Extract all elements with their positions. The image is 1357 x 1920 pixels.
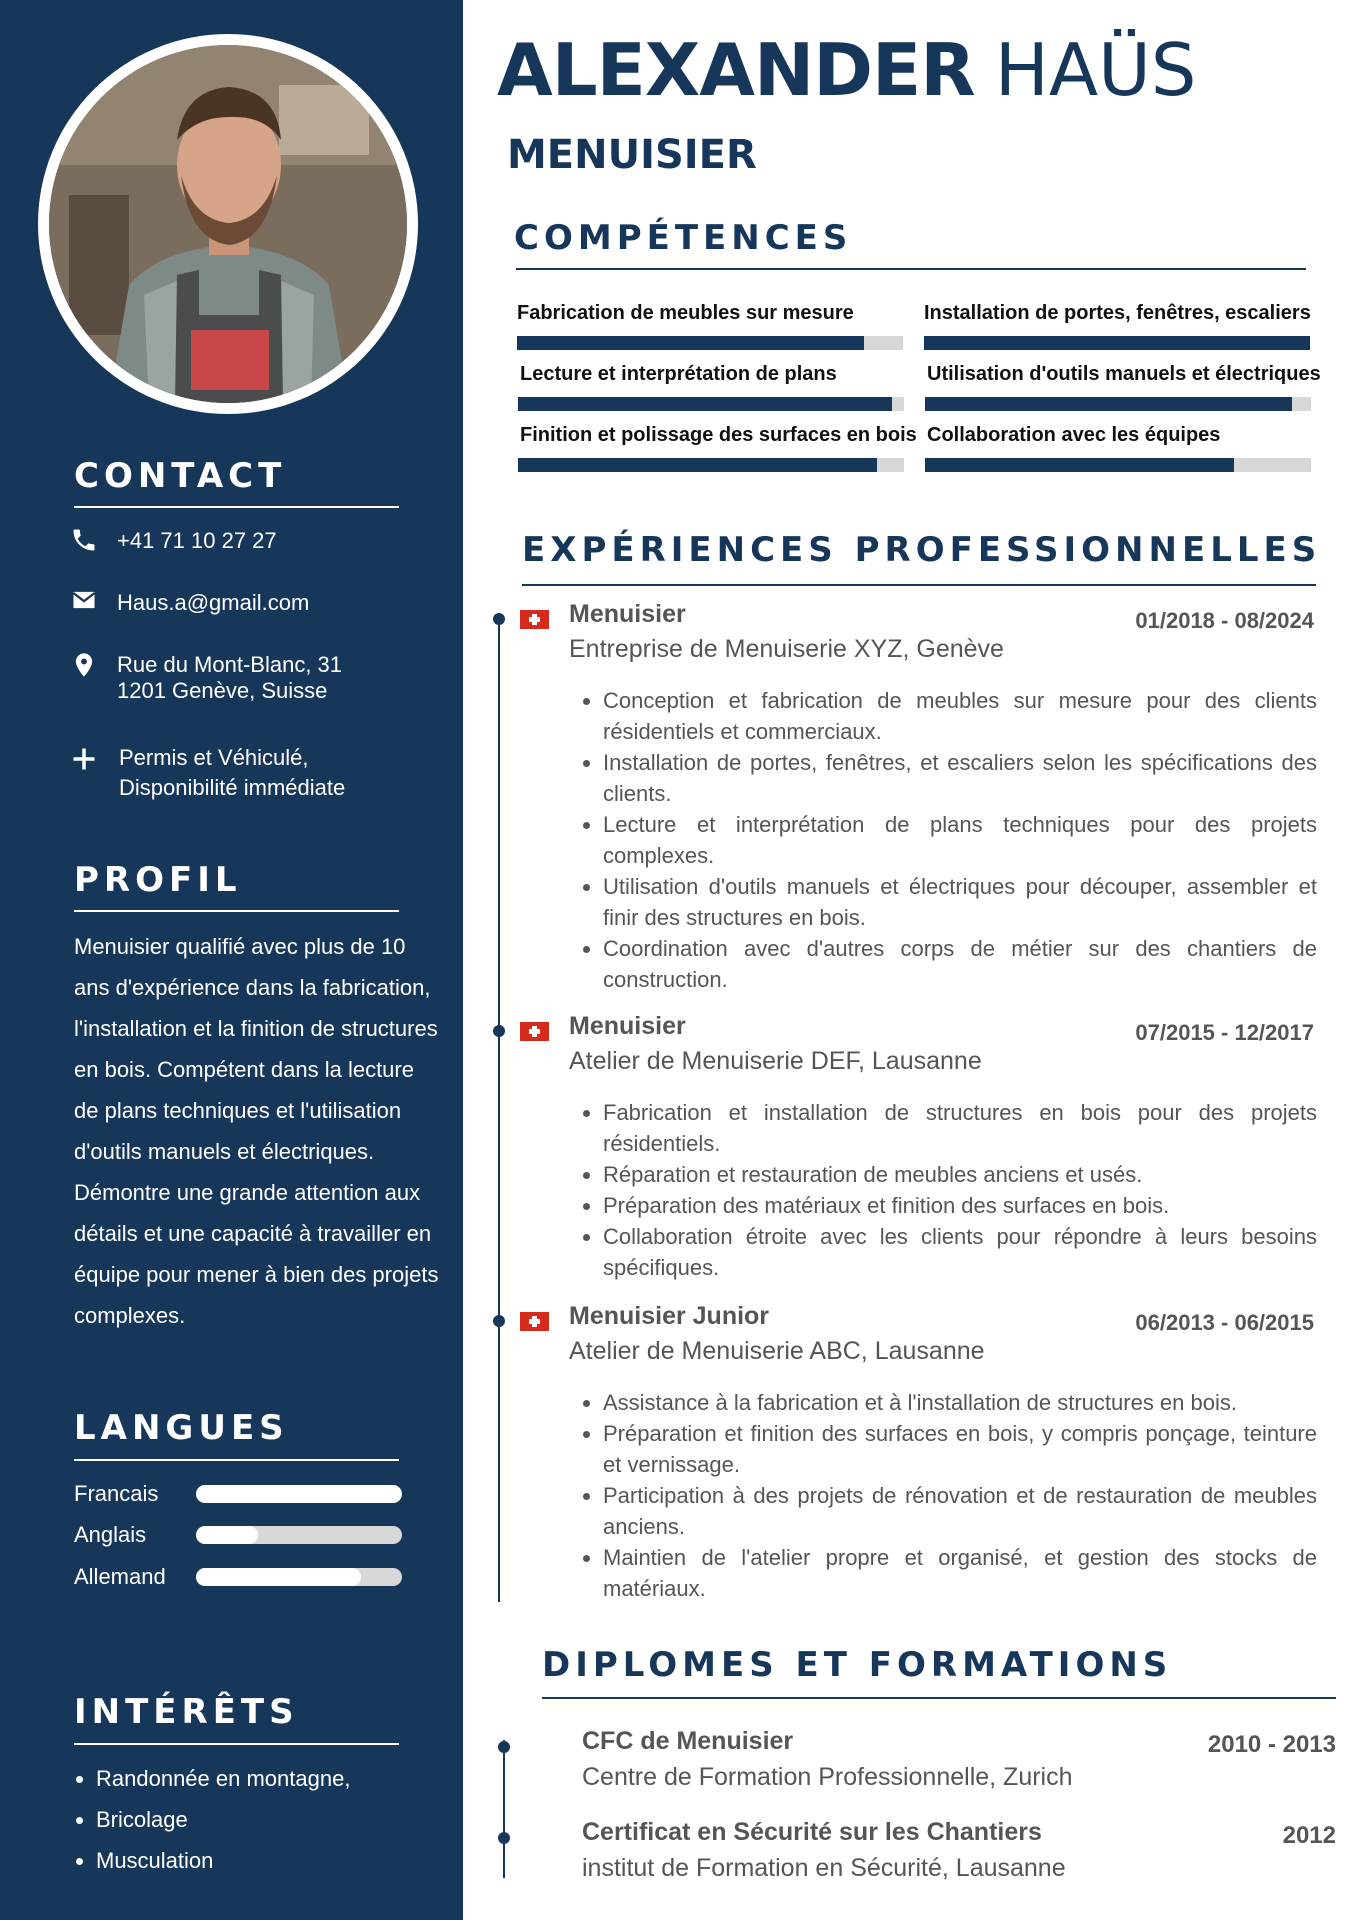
job-company: Entreprise de Menuiserie XYZ, Genève xyxy=(569,635,1004,663)
plus-icon xyxy=(70,745,98,773)
skill-level-bar xyxy=(518,397,904,411)
job-bullet-item: • Fabrication et installation de structures en bois pour des projets résidentiels. xyxy=(603,1097,1317,1159)
job-bullet-item: • Maintien de l'atelier propre et organisé, et gestion des stocks de matériaux. xyxy=(603,1542,1317,1604)
languages-divider xyxy=(74,1459,399,1461)
skill-label: Lecture et interprétation de plans xyxy=(520,363,837,385)
profile-title: PROFIL xyxy=(74,860,242,900)
interests-divider xyxy=(74,1743,399,1745)
interests-title: INTÉRÊTS xyxy=(74,1692,299,1732)
timeline-dot xyxy=(493,613,505,625)
timeline-dot xyxy=(493,1315,505,1327)
contact-email[interactable]: Haus.a@gmail.com xyxy=(117,590,310,615)
language-label: Francais xyxy=(74,1481,159,1506)
swiss-flag-icon xyxy=(520,1312,549,1331)
swiss-flag-icon xyxy=(520,1022,549,1041)
job-bullet-item: • Conception et fabrication de meubles sur mesure pour des clients résidentiels et commerciaux. xyxy=(603,685,1317,747)
skill-level-fill xyxy=(924,336,1310,350)
experience-timeline xyxy=(498,618,500,1602)
contact-address-line1: Rue du Mont-Blanc, 31 xyxy=(117,652,343,677)
profile-text: Menuisier qualifié avec plus de 10 ans d'expérience dans la fabrication, l'installation et la finition de structures en bois. Compétent dans la lecture de plans techniques et l'utilisation d'outils manuels et électriques. Démontre une grande attention aux détails et une capacité à travailler en équipe pour mener à bien des projets complexes. xyxy=(74,934,439,1328)
skills-title: COMPÉTENCES xyxy=(514,218,853,258)
education-title: DIPLOMES ET FORMATIONS xyxy=(542,1645,1173,1685)
language-level-bar xyxy=(196,1526,402,1544)
skill-label: Collaboration avec les équipes xyxy=(927,424,1221,446)
education-dates: 2010 - 2013 xyxy=(1207,1731,1336,1758)
contact-divider xyxy=(74,506,399,508)
contact-extra-line1: Permis et Véhiculé, xyxy=(119,745,309,770)
skill-label: Installation de portes, fenêtres, escaliers xyxy=(924,302,1311,324)
timeline-dot xyxy=(498,1741,510,1753)
job-bullets xyxy=(569,1097,1317,1283)
job-dates: 06/2013 - 06/2015 xyxy=(1135,1310,1314,1335)
education-timeline xyxy=(503,1740,505,1878)
experience-divider xyxy=(522,584,1316,586)
skill-level-bar xyxy=(517,336,903,350)
language-level-bar xyxy=(196,1568,402,1586)
job-title: Menuisier xyxy=(569,1012,686,1040)
interest-item: • Bricolage xyxy=(96,1799,436,1840)
interests-list xyxy=(96,1758,436,1881)
job-bullet-item: • Installation de portes, fenêtres, et escaliers selon les spécifications des clients. xyxy=(603,747,1317,809)
job-bullet-item: • Réparation et restauration de meubles anciens et usés. xyxy=(603,1159,1317,1190)
photo-illustration xyxy=(49,45,407,403)
skills-divider xyxy=(516,268,1306,270)
job-bullets xyxy=(569,685,1317,995)
job-bullet-item: • Collaboration étroite avec les clients pour répondre à leurs besoins spécifiques. xyxy=(603,1221,1317,1283)
skill-level-fill xyxy=(518,458,877,472)
skill-label: Finition et polissage des surfaces en bois xyxy=(520,424,917,446)
education-dates: 2012 xyxy=(1282,1822,1336,1849)
language-level-bar xyxy=(196,1485,402,1503)
education-divider xyxy=(542,1697,1336,1699)
job-bullet-item: • Assistance à la fabrication et à l'installation de structures en bois. xyxy=(603,1387,1317,1418)
job-bullet-item: • Participation à des projets de rénovation et de restauration de meubles anciens. xyxy=(603,1480,1317,1542)
first-name: ALEXANDER xyxy=(497,28,975,112)
job-bullet-item: • Utilisation d'outils manuels et électriques pour découper, assembler et finir des structures en bois. xyxy=(603,871,1317,933)
last-name: HAÜS xyxy=(994,28,1197,112)
skill-level-bar xyxy=(925,458,1311,472)
profile-photo xyxy=(38,34,418,414)
skill-label: Utilisation d'outils manuels et électriques xyxy=(927,363,1321,385)
email-icon xyxy=(70,586,98,614)
skill-level-bar xyxy=(924,336,1310,350)
job-title: Menuisier xyxy=(569,600,686,628)
language-label: Anglais xyxy=(74,1522,147,1547)
full-name xyxy=(497,30,1196,111)
language-level-fill xyxy=(196,1485,402,1503)
languages-title: LANGUES xyxy=(74,1408,289,1448)
skill-level-bar xyxy=(925,397,1311,411)
contact-phone[interactable]: +41 71 10 27 27 xyxy=(117,528,277,553)
job-bullets xyxy=(569,1387,1317,1604)
job-bullet-item: • Coordination avec d'autres corps de métier sur des chantiers de construction. xyxy=(603,933,1317,995)
profile-divider xyxy=(74,910,399,912)
interest-item: • Randonnée en montagne, xyxy=(96,1758,436,1799)
timeline-dot xyxy=(493,1025,505,1037)
skill-level-fill xyxy=(925,458,1234,472)
job-dates: 07/2015 - 12/2017 xyxy=(1135,1020,1314,1045)
skill-level-bar xyxy=(518,458,904,472)
job-company: Atelier de Menuiserie ABC, Lausanne xyxy=(569,1337,985,1365)
job-bullet-item: • Préparation des matériaux et finition des surfaces en bois. xyxy=(603,1190,1317,1221)
contact-title: CONTACT xyxy=(74,456,287,496)
education-title: CFC de Menuisier xyxy=(582,1727,794,1755)
job-title: Menuisier Junior xyxy=(569,1302,770,1330)
skill-level-fill xyxy=(518,397,892,411)
language-label: Allemand xyxy=(74,1564,166,1589)
job-bullet-item: • Lecture et interprétation de plans techniques pour des projets complexes. xyxy=(603,809,1317,871)
contact-address-line2: 1201 Genève, Suisse xyxy=(117,678,328,703)
skill-level-fill xyxy=(925,397,1292,411)
location-icon xyxy=(70,650,98,678)
sidebar xyxy=(0,0,463,1920)
education-school: Centre de Formation Professionnelle, Zurich xyxy=(582,1763,1073,1791)
experience-title: EXPÉRIENCES PROFESSIONNELLES xyxy=(522,530,1322,570)
job-company: Atelier de Menuiserie DEF, Lausanne xyxy=(569,1047,982,1075)
contact-extra-line2: Disponibilité immédiate xyxy=(119,775,346,800)
job-bullet-item: • Préparation et finition des surfaces en bois, y compris ponçage, teinture et vernissage. xyxy=(603,1418,1317,1480)
education-school: institut de Formation en Sécurité, Lausanne xyxy=(582,1854,1066,1882)
skill-level-fill xyxy=(517,336,864,350)
education-title: Certificat en Sécurité sur les Chantiers xyxy=(582,1818,1042,1846)
skill-label: Fabrication de meubles sur mesure xyxy=(517,302,854,324)
job-dates: 01/2018 - 08/2024 xyxy=(1135,608,1314,633)
interest-item: • Musculation xyxy=(96,1840,436,1881)
job-title: MENUISIER xyxy=(507,132,757,178)
language-level-fill xyxy=(196,1526,258,1544)
phone-icon xyxy=(70,526,98,554)
language-level-fill xyxy=(196,1568,361,1586)
timeline-dot xyxy=(498,1832,510,1844)
swiss-flag-icon xyxy=(520,610,549,629)
